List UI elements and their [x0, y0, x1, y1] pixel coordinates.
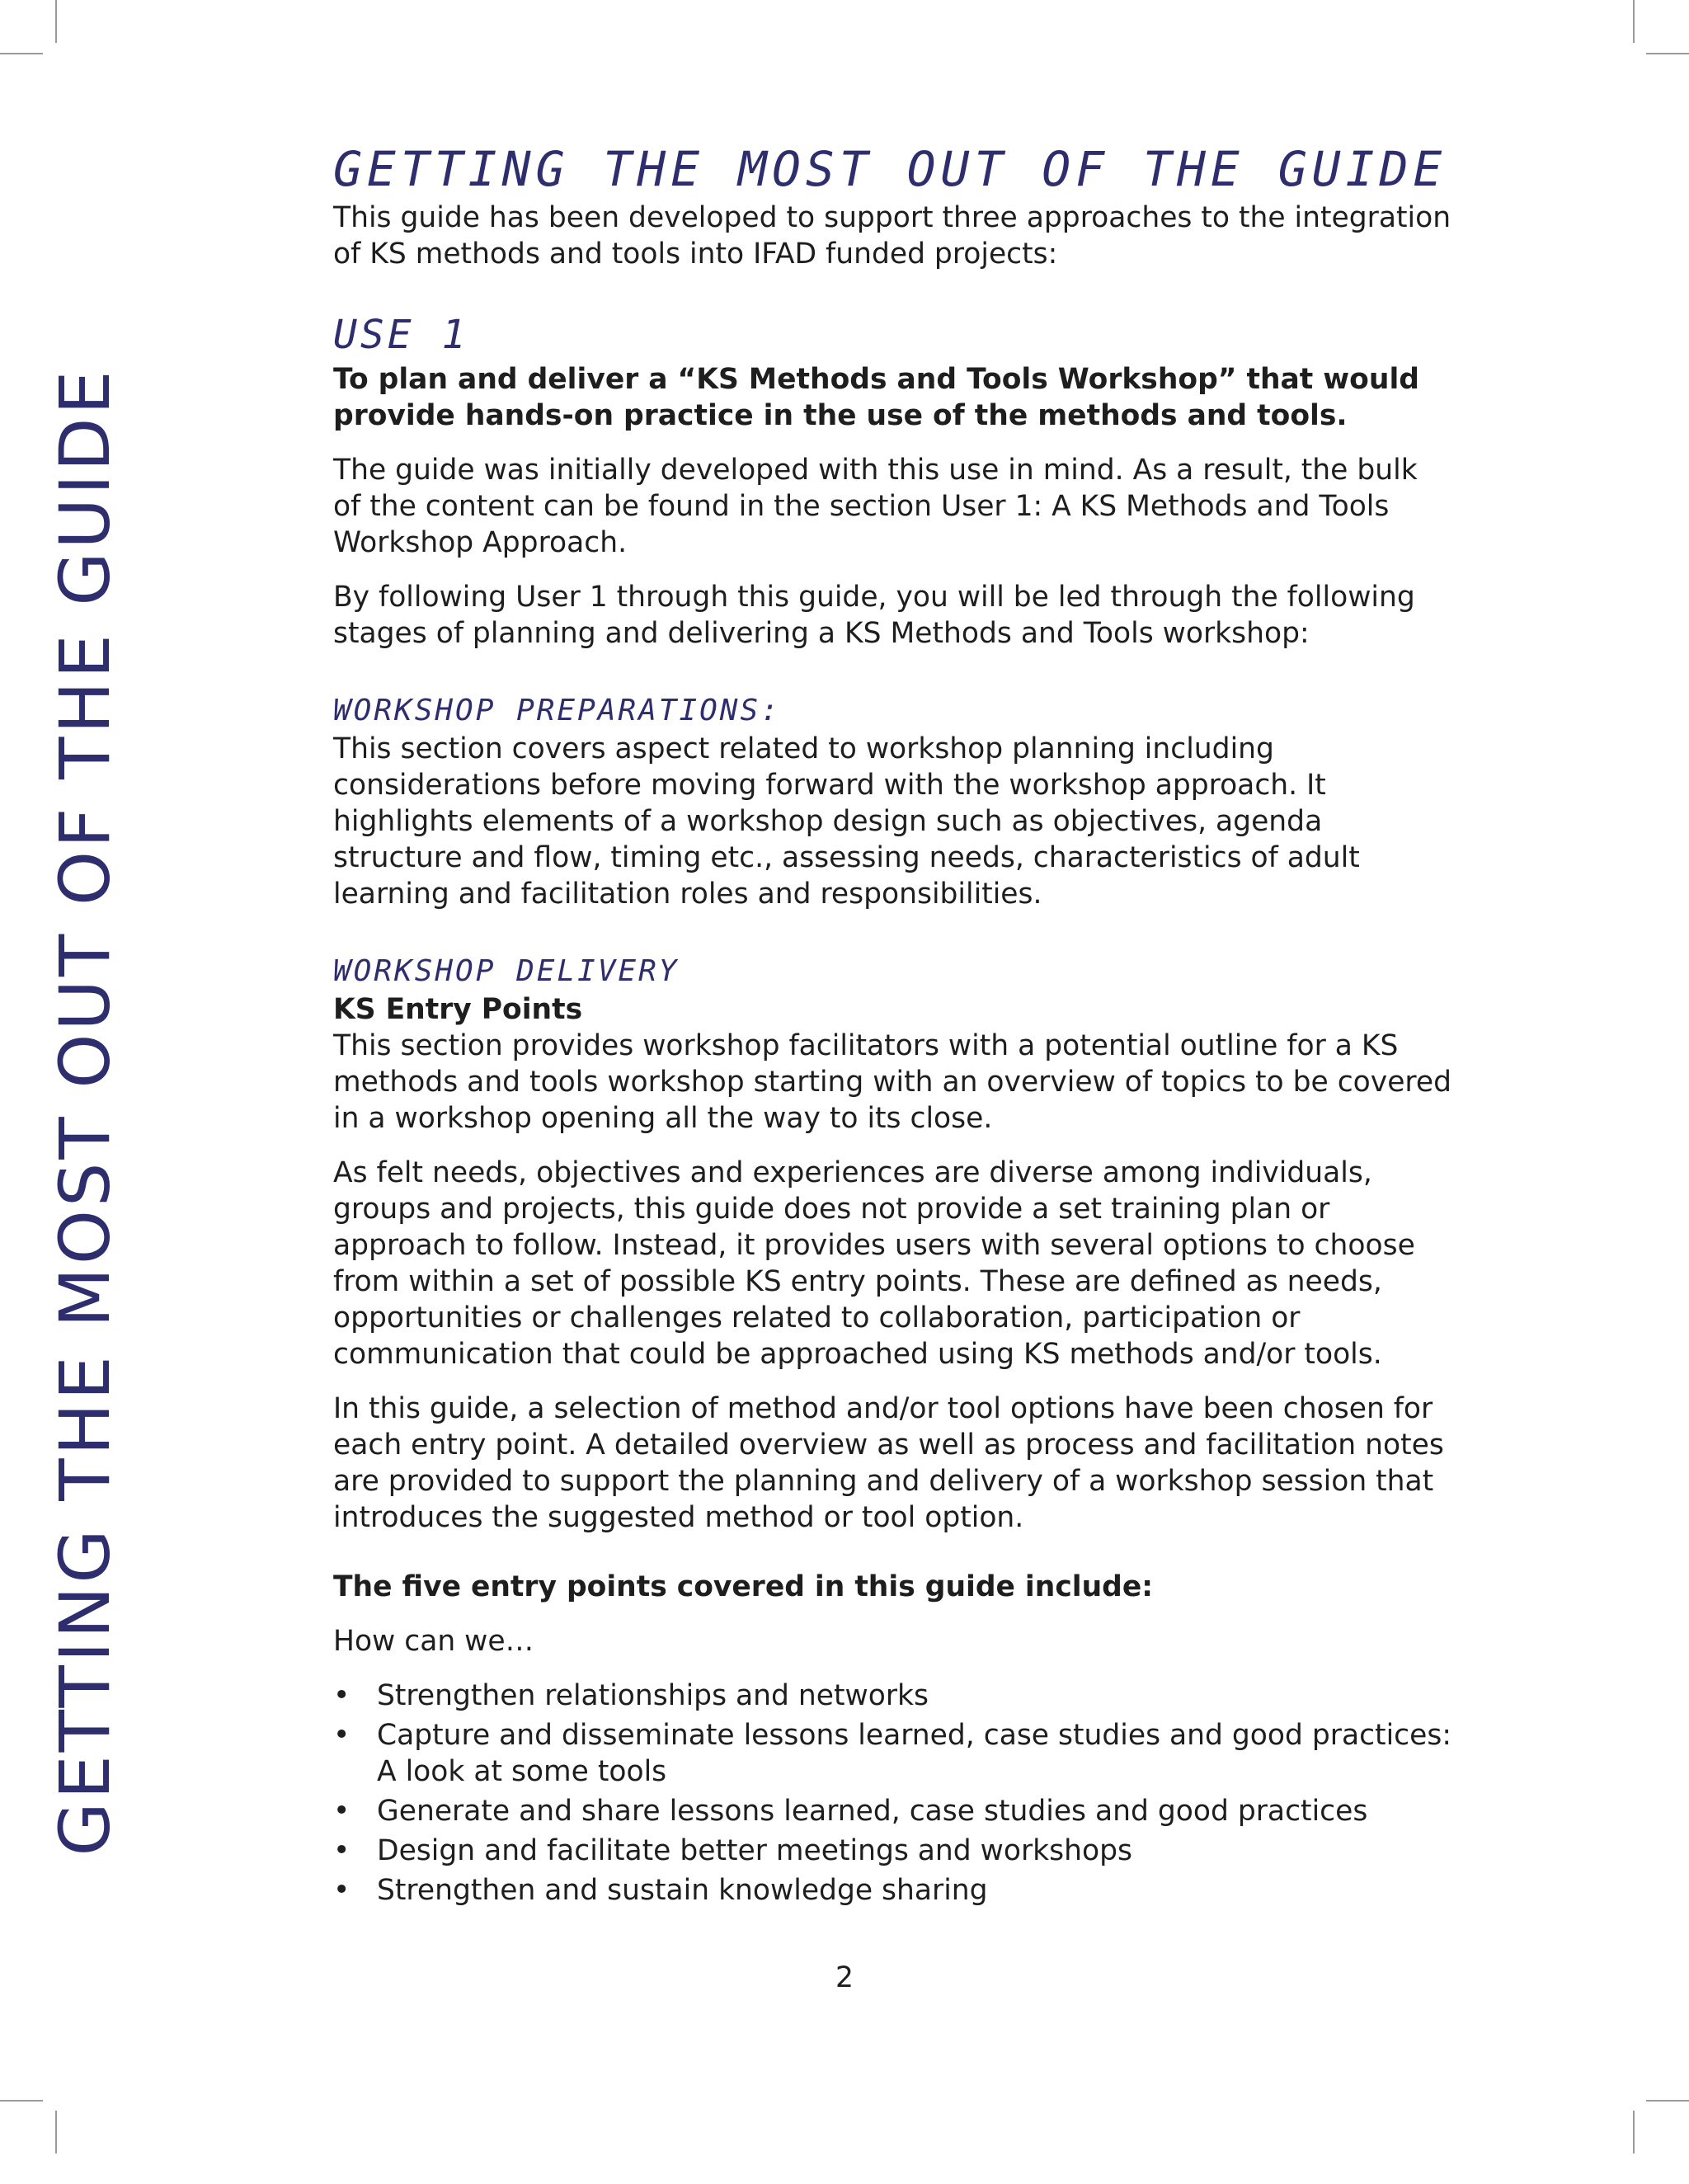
- workshop-preparations-text: This section covers aspect related to workshop planning including considerations before moving forward with the workshop approach. It highlights elements of a workshop design such as objectives, agenda structure and flow, timing etc., assessing needs, characteristics of adult learning and facilitation roles and responsibilities.: [333, 732, 1360, 911]
- entry-points-list: [333, 1678, 1451, 1909]
- crop-mark: [0, 53, 43, 54]
- crop-mark: [55, 0, 57, 43]
- workshop-delivery-paragraph-2: As felt needs, objectives and experiences are diverse among individuals, groups and projects, this guide does not provide a set training plan or approach to follow. Instead, it provides users with several options to choose from within a set of possible KS entry points. These are defined as needs, opportunities or challenges related to collaboration, participation or communication that could be approached using KS methods and/or tools.: [333, 1156, 1415, 1371]
- workshop-delivery-paragraph-1: This section provides workshop facilitators with a potential outline for a KS methods and tools workshop starting with an overview of topics to be covered in a workshop opening all the way to its close.: [333, 1029, 1451, 1135]
- crop-mark: [1633, 2111, 1635, 2153]
- list-item: • Strengthen and sustain knowledge sharing: [333, 1872, 1451, 1909]
- page-title: GETTING THE MOST OUT OF THE GUIDE: [333, 141, 1447, 197]
- crop-mark: [1646, 53, 1689, 54]
- entry-points-lead: The five entry points covered in this guide include:: [333, 1570, 1154, 1603]
- workshop-delivery-title: WORKSHOP DELIVERY: [333, 954, 680, 988]
- use1-paragraph-2: By following User 1 through this guide, you will be led through the following stages of planning and delivering a KS Methods and Tools workshop:: [333, 581, 1415, 650]
- ks-entry-points-heading: KS Entry Points: [333, 993, 583, 1026]
- workshop-preparations-title: WORKSHOP PREPARATIONS:: [333, 694, 781, 727]
- crop-mark: [1633, 0, 1635, 43]
- list-item: • Generate and share lessons learned, case studies and good practices: [333, 1793, 1451, 1829]
- use1-lead: To plan and deliver a “KS Methods and Tools Workshop” that would provide hands-on practice in the use of the methods and tools.: [333, 363, 1419, 432]
- list-item: • Design and facilitate better meetings and workshops: [333, 1833, 1451, 1869]
- list-item: • Capture and disseminate lessons learned, case studies and good practices: A look at some tools: [333, 1717, 1451, 1790]
- intro-paragraph: This guide has been developed to support three approaches to the integration of KS methods and tools into IFAD funded projects:: [333, 201, 1451, 271]
- workshop-delivery-paragraph-3: In this guide, a selection of method and/or tool options have been chosen for each entry point. A detailed overview as well as process and facilitation notes are provided to support the planning and delivery of a workshop session that introduces the suggested method or tool option.: [333, 1392, 1444, 1534]
- entry-points-prompt: How can we…: [333, 1625, 534, 1658]
- crop-mark: [0, 2100, 43, 2102]
- side-title: GETTING THE MOST OUT OF THE GUIDE: [45, 367, 125, 1857]
- page-content: [333, 140, 1451, 1912]
- page-number: 2: [835, 1961, 854, 1994]
- use1-title: USE 1: [333, 312, 469, 358]
- crop-mark: [1646, 2100, 1689, 2102]
- use1-paragraph-1: The guide was initially developed with this use in mind. As a result, the bulk of the content can be found in the section User 1: A KS Methods and Tools Workshop Approach.: [333, 454, 1418, 559]
- list-item: • Strengthen relationships and networks: [333, 1678, 1451, 1714]
